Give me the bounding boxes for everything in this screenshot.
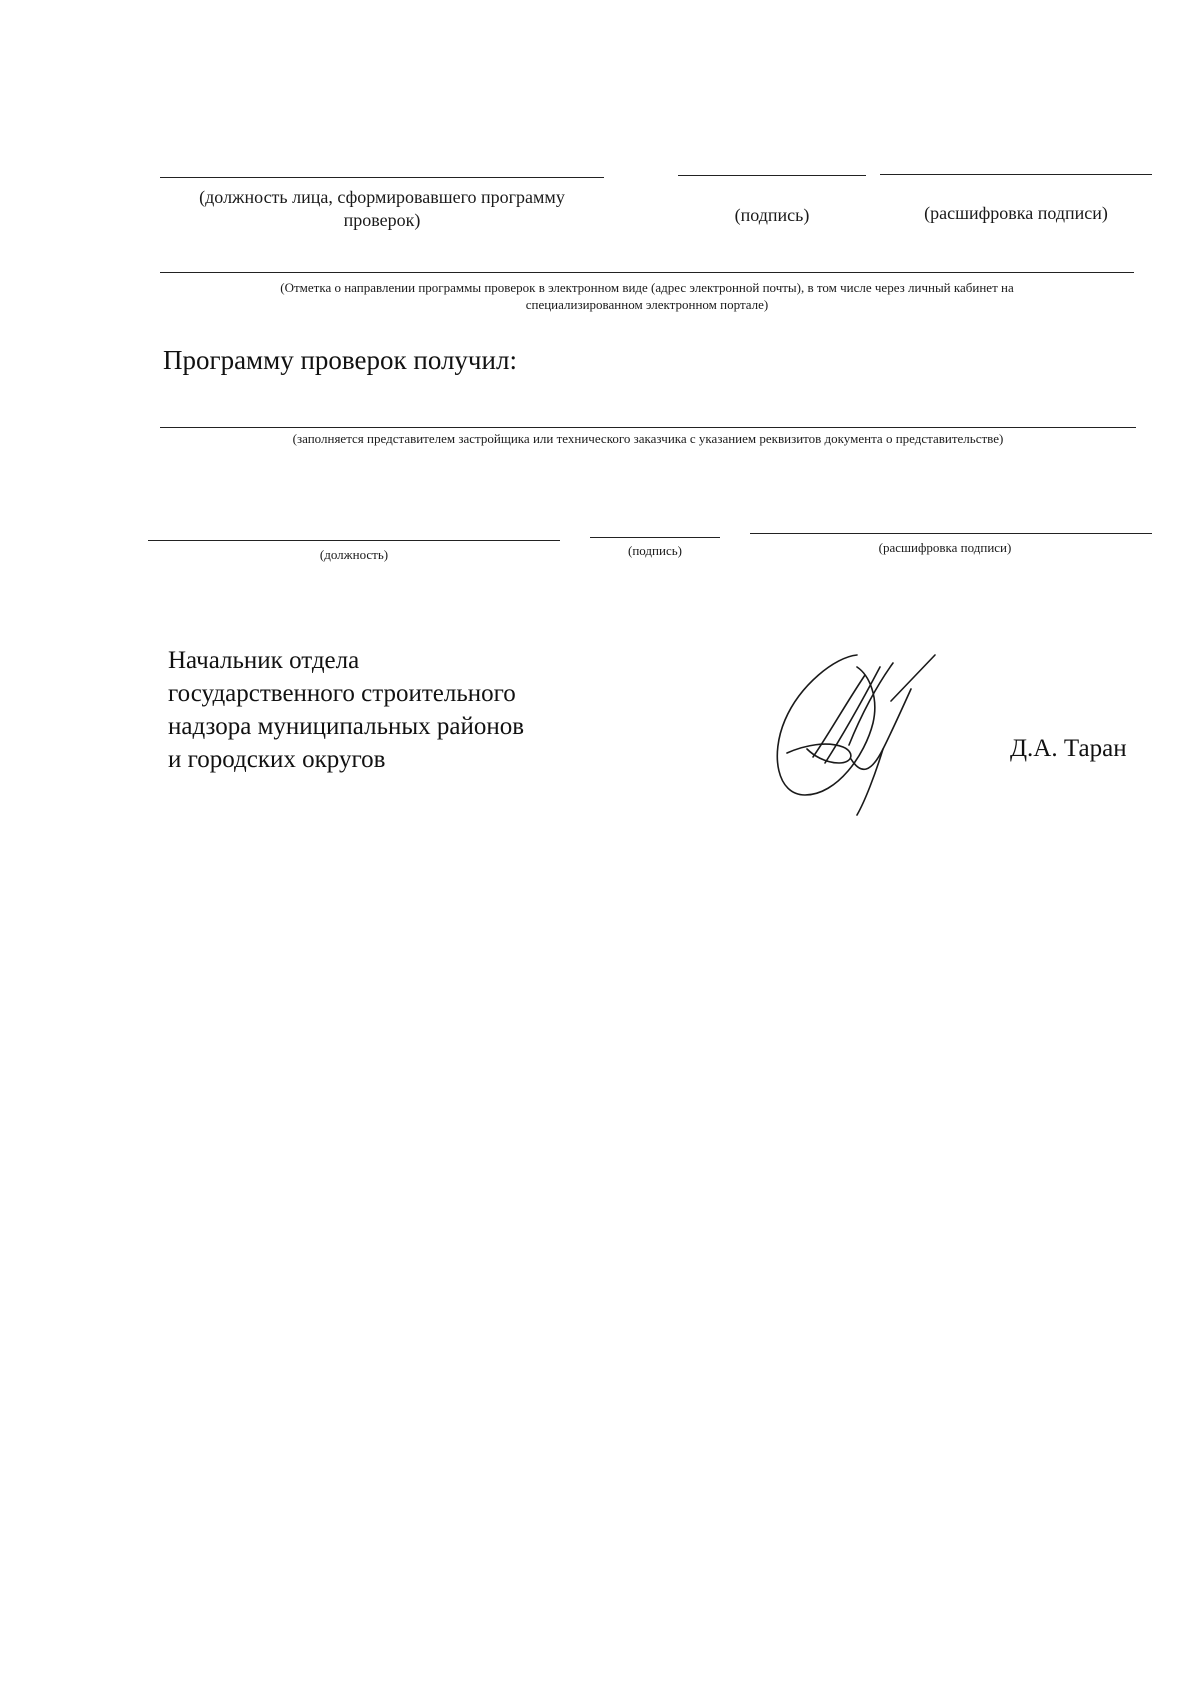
position-caption-1 xyxy=(160,186,604,232)
position-line-1 xyxy=(160,177,604,178)
decoding-caption-2: (расшифровка подписи) xyxy=(878,540,1012,555)
representative-line xyxy=(160,427,1136,428)
email-note-line xyxy=(160,272,1134,273)
position-caption-2: (должность) xyxy=(319,547,389,562)
signatory-title-line-2: государственного строительного xyxy=(168,680,516,707)
signature-line-2 xyxy=(590,537,720,538)
signatory-name: Д.А. Таран xyxy=(1010,735,1127,762)
signatory-title-line-1: Начальник отдела xyxy=(168,647,360,674)
signature-line-1 xyxy=(678,175,866,176)
position-caption-line2: проверок) xyxy=(343,210,421,230)
email-note-line1: (Отметка о направлении программы проверок в электронном виде (адрес электронной почты), в том числе через личный кабинет на xyxy=(280,280,1014,295)
signature-caption-2: (подпись) xyxy=(628,543,682,558)
email-note-caption xyxy=(160,279,1134,313)
signatory-title-line-3: надзора муниципальных районов xyxy=(168,713,525,740)
signatory-title xyxy=(168,644,524,776)
signature-caption-1: (подпись) xyxy=(734,205,810,225)
received-heading: Программу проверок получил: xyxy=(163,345,517,375)
handwritten-signature xyxy=(765,645,945,820)
position-caption-line1: (должность лица, сформировавшего программу xyxy=(199,187,565,207)
representative-note: (заполняется представителем застройщика или технического заказчика с указанием реквизитов документа о представительстве) xyxy=(292,431,1004,446)
position-line-2 xyxy=(148,540,560,541)
decoding-line-1 xyxy=(880,174,1152,175)
decoding-line-2 xyxy=(750,533,1152,534)
email-note-line2: специализированном электронном портале) xyxy=(525,297,769,312)
signatory-title-line-4: и городских округов xyxy=(168,746,386,773)
decoding-caption-1: (расшифровка подписи) xyxy=(924,203,1108,223)
